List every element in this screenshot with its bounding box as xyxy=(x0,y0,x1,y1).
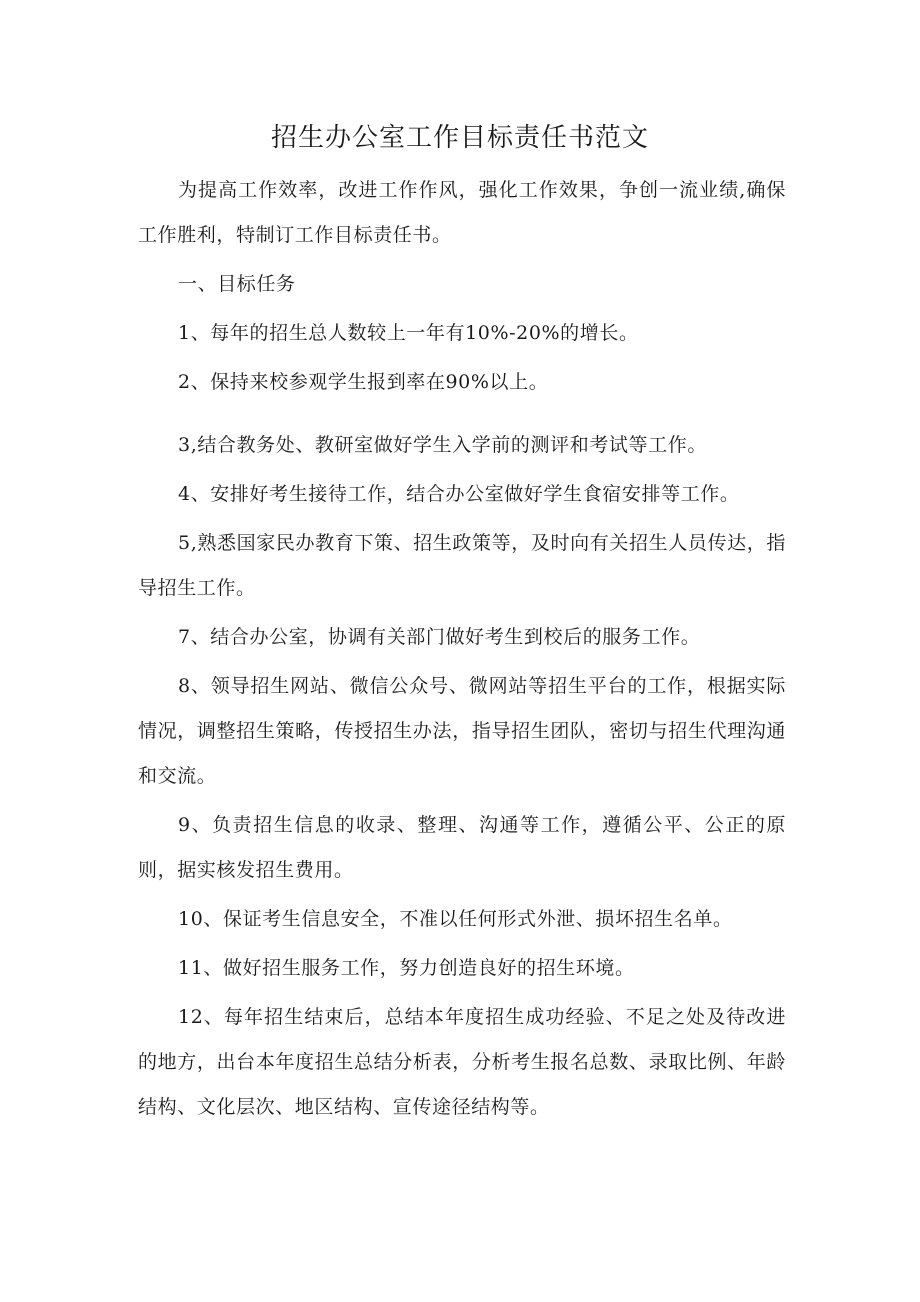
document-title: 招生办公室工作目标责任书范文 xyxy=(270,123,649,153)
task-item-5: 5,熟悉国家民办教育下策、招生政策等，及时向有关招生人员传达，指导招生工作。 xyxy=(138,532,786,599)
document-body xyxy=(138,168,786,1134)
intro-paragraph: 为提高工作效率，改进工作作风，强化工作效果，争创一流业绩,确保工作胜利，特制订工作目标责任书。 xyxy=(138,179,786,246)
section-heading: 一、目标任务 xyxy=(178,273,296,295)
task-item-1: 1、每年的招生总人数较上一年有10%-20%的增长。 xyxy=(178,322,639,344)
task-item-7: 7、结合办公室，协调有关部门做好考生到校后的服务工作。 xyxy=(178,626,701,648)
task-item-8: 8、领导招生网站、微信公众号、微网站等招生平台的工作，根据实际情况，调整招生策略，传授招生办法，指导招生团队，密切与招生代理沟通和交流。 xyxy=(138,675,786,787)
task-item-9: 9、负责招生信息的收录、整理、沟通等工作，遵循公平、公正的原则，据实核发招生费用。 xyxy=(138,814,786,881)
task-item-10: 10、保证考生信息安全，不准以任何形式外泄、损坏招生名单。 xyxy=(178,908,733,930)
task-item-3: 3,结合教务处、教研室做好学生入学前的测评和考试等工作。 xyxy=(178,434,707,456)
task-item-2: 2、保持来校参观学生报到率在90%以上。 xyxy=(178,371,549,393)
task-item-4: 4、安排好考生接待工作，结合办公室做好学生食宿安排等工作。 xyxy=(178,483,740,505)
task-item-11: 11、做好招生服务工作，努力创造良好的招生环境。 xyxy=(178,957,635,979)
task-item-12: 12、每年招生结束后，总结本年度招生成功经验、不足之处及待改进的地方，出台本年度招生总结分析表，分析考生报名总数、录取比例、年龄结构、文化层次、地区结构、宣传途径结构等。 xyxy=(138,1006,786,1118)
